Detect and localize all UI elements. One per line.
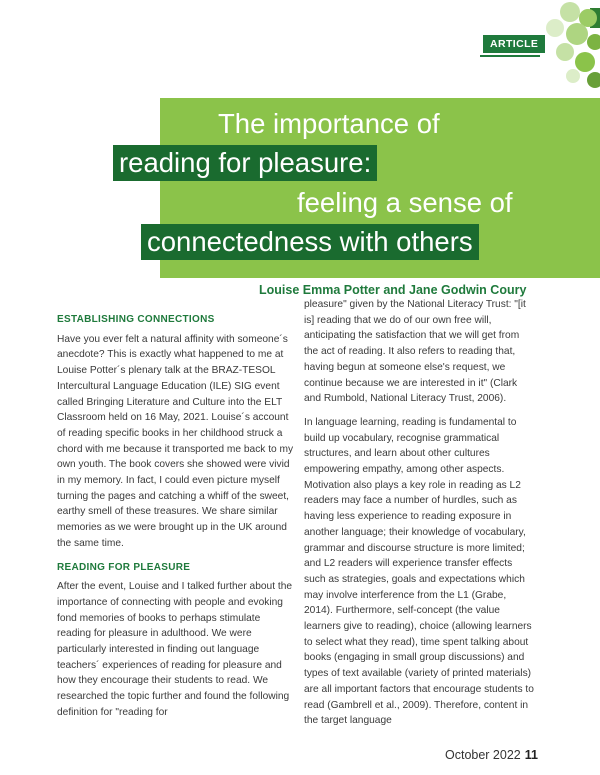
title-line-3: feeling a sense of — [297, 187, 513, 218]
body-paragraph: In language learning, reading is fundamental to build up vocabulary, recognise grammatical structures, and learn about other cultures empowering empathy, among other aspects. Motivation also plays a key role in reading as L2 readers may face a number of hurdles, such as having less experience to reading exposure in another language; their knowledge of vocabulary, grammar and discourse structure is more limited; and L2 readers will experience transfer effects such as strategies, goals and expectations which may involve interference from the L1 (Grabe, 2014). Furthermore, self-concept (the value learners give to reading), choice (allowing learners to select what they read), time spent talking about books (engaging in small group discussions) and types of text available (variety of printed materials) are all important factors that encourage students to read (Gambrell et al., 2009). Therefore, content in the target language — [304, 416, 534, 727]
mosaic-dot — [566, 23, 588, 45]
body-paragraph: pleasure" given by the National Literacy Trust: "[it is] reading that we do of our own free will, anticipating the satisfaction that we will get from the act of reading. It also refers to reading that, having begun at someone else's request, we continue because we are interested in it" (Clark and Rumbold, National Literacy Trust, 2006). — [304, 299, 526, 405]
body-paragraph: After the event, Louise and I talked further about the importance of connecting with people and evoking fond memories of books to perhaps stimulate reading for pleasure in adulthood. We were particularly interested in finding out language teachers´ experiences of reading for pleasure and how they encourage their students to read. We researched the topic further and found the following definition for "reading for — [57, 581, 293, 718]
mosaic-dot — [587, 72, 600, 88]
section-heading: READING FOR PLEASURE — [57, 561, 191, 573]
mosaic-dot — [575, 52, 595, 72]
title-line-4: connectedness with others — [141, 224, 479, 260]
title-line-2: reading for pleasure: — [113, 145, 377, 181]
mosaic-dot — [566, 69, 580, 83]
badge-underline — [480, 55, 540, 57]
title-line-1: The importance of — [218, 108, 440, 139]
issue-date: October 2022 — [445, 748, 521, 762]
mosaic-dot — [560, 2, 580, 22]
mosaic-dot — [556, 43, 574, 61]
right-column — [304, 297, 536, 737]
left-column — [57, 312, 295, 729]
article-badge: ARTICLE — [483, 35, 545, 53]
page-footer — [445, 748, 538, 762]
mosaic-dot — [546, 19, 564, 37]
section-heading: ESTABLISHING CONNECTIONS — [57, 314, 215, 325]
page-number: 11 — [524, 748, 538, 762]
authors-byline: Louise Emma Potter and Jane Godwin Coury — [259, 283, 527, 297]
body-paragraph: Have you ever felt a natural affinity with someone´s anecdote? This is exactly what happened to me at Louise Potter´s plenary talk at the BRAZ-TESOL Intercultural Language Education (ILE) SIG event called Bringing Literature and Culture into the ELT Classroom held on 16 May, 2021. Louise´s account of reading specific books in her childhood struck a chord with me because it transported me back to my own youth. The book covers she showed were vivid in my memory. In fact, I could even picture myself turning the pages and catching a whiff of the sweet, earthy smell of these treasures. We share similar memories as we were brought up in the UK around the same time. — [57, 333, 294, 549]
mosaic-dot — [587, 34, 600, 50]
